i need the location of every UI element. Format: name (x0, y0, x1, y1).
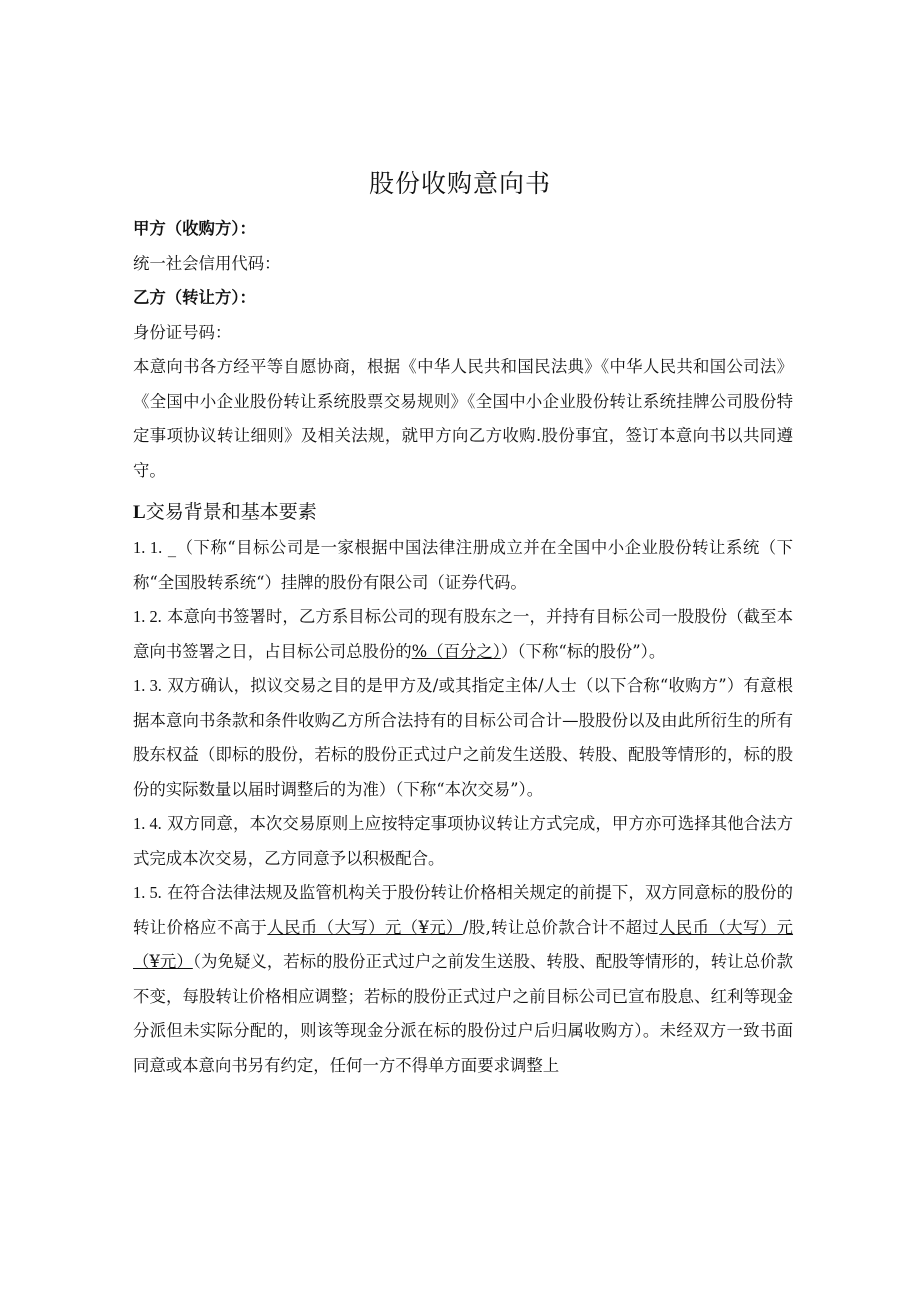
clause-number: 1. 5. (133, 883, 162, 902)
clause-1-1 (133, 531, 793, 600)
clause-1-2 (133, 600, 793, 669)
document-body (133, 212, 793, 1083)
clause-text: 本意向书签署时，乙方系目标公司的现有股东之一，并持有目标公司一股股份（截至本意向书签署之日，占目标公司总股份的 (133, 607, 794, 661)
clause-text: _（下称“目标公司是一家根据中国法律注册成立并在全国中小企业股份转让系统（下称“全国股转系统“）挂牌的股份有限公司（证券代码。 (133, 538, 793, 592)
clause-text-cont: /股,转让总价款合计不超过 (462, 917, 660, 937)
clause-number: 1. 1. (133, 538, 163, 557)
credit-code-label: 统一社会信用代码： (133, 253, 281, 273)
clause-1-3 (133, 669, 793, 807)
clause-number: 1. 3. (133, 676, 162, 695)
section-heading (133, 494, 793, 531)
clause-number: 1. 2. (133, 607, 162, 626)
percentage-blank: %（百分之） (411, 641, 501, 661)
clause-number: 1. 4. (133, 814, 162, 833)
section-title: 交易背景和基本要素 (145, 501, 317, 523)
clause-text-cont: ）（下称“标的股份”）。 (500, 641, 666, 661)
party-a-label: 甲方（收购方）： (133, 219, 256, 238)
total-price-blank: 人民币（大写）元（¥元） (133, 917, 794, 971)
section-number: L (133, 502, 146, 523)
id-number-label: 身份证号码： (133, 322, 232, 342)
clause-1-4 (133, 807, 793, 876)
party-b-label: 乙方（转让方）： (133, 288, 256, 307)
clause-text: 双方同意，本次交易原则上应按特定事项协议转让方式完成，甲方亦可选择其他合法方式完成本次交易，乙方同意予以积极配合。 (133, 814, 794, 868)
price-per-share-blank: 人民币（大写）元（¥元） (267, 917, 463, 937)
preamble-paragraph: 本意向书各方经平等自愿协商，根据《中华人民共和国民法典》《中华人民共和国公司法》《全国中小企业股份转让系统股票交易规则》《全国中小企业股份转让系统挂牌公司股份特定事项协议转让细则》及相关法规，就甲方向乙方收购.股份事宜，签订本意向书以共同遵守。 (133, 357, 793, 480)
clause-text-tail: （为免疑义，若标的股份正式过户之前发生送股、转股、配股等情形的，转让总价款不变，每股转让价格相应调整；若标的股份正式过户之前目标公司已宣布股息、红利等现金分派但未实际分配的，则该等现金分派在标的股份过户后归属收购方）。未经双方一致书面同意或本意向书另有约定，任何一方不得单方面要求调整上 (133, 952, 793, 1075)
document-title: 股份收购意向书 (368, 169, 551, 198)
clause-text: 在符合法律法规及监管机构关于股份转让价格相关规定的前提下，双方同意标的股份的转让价格应不高于 (133, 883, 794, 937)
clause-1-5 (133, 876, 793, 1083)
clause-text: 双方确认，拟议交易之目的是甲方及/或其指定主体/人士（以下合称“收购方”）有意根据本意向书条款和条件收购乙方所合法持有的目标公司合计—股股份以及由此所衍生的所有股东权益（即标的股份，若标的股份正式过户之前发生送股、转股、配股等情形的，标的股份的实际数量以届时调整后的为准）（下称“本次交易”）。 (133, 676, 793, 799)
